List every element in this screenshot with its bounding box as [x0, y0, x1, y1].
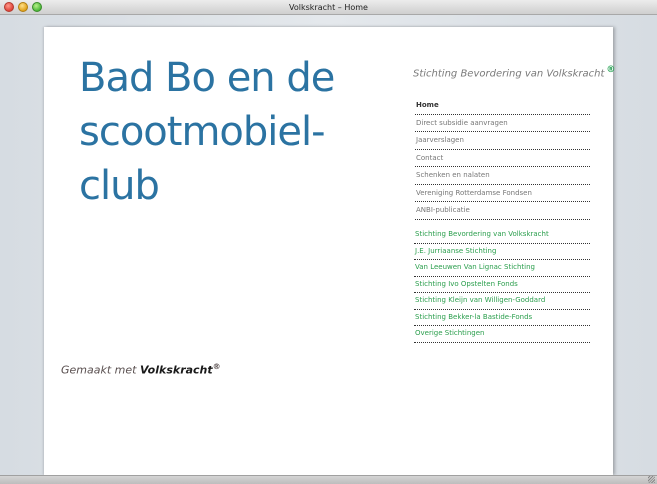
- made-with-prefix: Gemaakt met: [61, 363, 137, 377]
- foundation-link-jurriaanse[interactable]: J.E. Jurriaanse Stichting: [414, 244, 590, 261]
- foundation-links: [414, 227, 590, 343]
- foundation-link-kleijn[interactable]: Stichting Kleijn van Willigen-Goddard: [414, 293, 590, 310]
- window-bottom-bar: [0, 475, 657, 484]
- nav-item-vereniging[interactable]: Vereniging Rotterdamse Fondsen: [415, 185, 590, 203]
- nav-item-jaarverslagen[interactable]: Jaarverslagen: [415, 132, 590, 150]
- org-title: [413, 65, 615, 79]
- browser-viewport: [0, 15, 657, 475]
- foundation-link-ivo-opstelten[interactable]: Stichting Ivo Opstelten Fonds: [414, 277, 590, 294]
- nav-item-schenken[interactable]: Schenken en nalaten: [415, 167, 590, 185]
- main-nav: [415, 97, 590, 220]
- foundation-link-bekker[interactable]: Stichting Bekker-la Bastide-Fonds: [414, 310, 590, 327]
- made-with-credit[interactable]: [61, 362, 221, 377]
- nav-item-anbi[interactable]: ANBI-publicatie: [415, 202, 590, 220]
- resize-grip-icon[interactable]: [648, 476, 655, 483]
- nav-item-home[interactable]: Home: [415, 97, 590, 115]
- nav-item-direct-subsidie[interactable]: Direct subsidie aanvragen: [415, 115, 590, 133]
- foundation-link-overige[interactable]: Overige Stichtingen: [414, 326, 590, 343]
- window-title: Volkskracht – Home: [289, 3, 368, 12]
- window-titlebar[interactable]: [0, 0, 657, 15]
- made-with-registered-mark: ®: [212, 362, 221, 371]
- org-title-text: Stichting Bevordering van Volkskracht: [413, 68, 605, 80]
- page-content: [44, 27, 616, 475]
- registered-mark: ®: [606, 65, 616, 75]
- foundation-link-volkskracht[interactable]: Stichting Bevordering van Volkskracht: [414, 227, 590, 244]
- made-with-brand: Volkskracht: [139, 363, 213, 377]
- page-title: Bad Bo en de scootmobiel-club: [79, 55, 335, 209]
- foundation-link-van-leeuwen[interactable]: Van Leeuwen Van Lignac Stichting: [414, 260, 590, 277]
- nav-item-contact[interactable]: Contact: [415, 150, 590, 168]
